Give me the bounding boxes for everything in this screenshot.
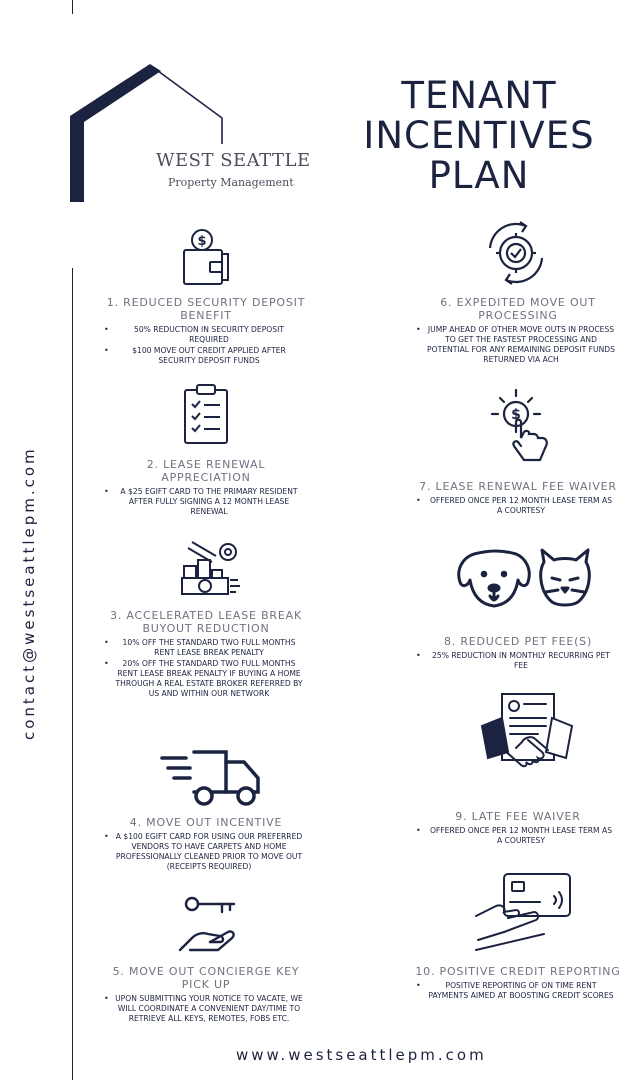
- incentive-bullet: • 20% OFF THE STANDARD TWO FULL MONTHS RENT LEASE BREAK PENALTY IF BUYING A HOME THROUGH A REAL ESTATE BROKER REFERRED BY US AND WITHIN OUR NETWORK: [101, 659, 311, 699]
- title-line-3: PLAN: [428, 154, 530, 197]
- incentive-bullet: • OFFERED ONCE PER 12 MONTH LEASE TERM AS A COURTESY: [413, 826, 623, 846]
- cash-speed-icon: [178, 540, 242, 598]
- incentive-10: [413, 965, 623, 1002]
- incentive-2: [101, 458, 311, 518]
- left-rule-line: [72, 268, 73, 1080]
- moving-truck-icon: [160, 748, 264, 808]
- svg-text:$: $: [197, 234, 207, 249]
- incentive-bullet: • A $25 EGIFT CARD TO THE PRIMARY RESIDENT AFTER FULLY SIGNING A 12 MONTH LEASE RENEWAL: [101, 487, 311, 517]
- incentive-bullet: • 10% OFF THE STANDARD TWO FULL MONTHS RENT LEASE BREAK PENALTY: [101, 638, 311, 658]
- incentive-9: [413, 810, 623, 847]
- title-line-2: INCENTIVES: [363, 114, 595, 157]
- incentive-3: [101, 609, 311, 700]
- incentive-title: 1. REDUCED SECURITY DEPOSIT BENEFIT: [106, 296, 306, 322]
- page-title: [348, 76, 610, 196]
- incentive-bullet: • UPON SUBMITTING YOUR NOTICE TO VACATE, WE WILL COORDINATE A CONVENIENT DAY/TIME TO RETRIEVE ALL KEYS, REMOTES, FOBS ETC.: [101, 994, 311, 1024]
- incentive-title: 5. MOVE OUT CONCIERGE KEY PICK UP: [112, 965, 300, 991]
- handshake-contract-icon: [480, 692, 574, 788]
- incentive-title: 7. LEASE RENEWAL FEE WAIVER: [419, 480, 617, 493]
- contact-email[interactable]: contact@westseattlepm.com: [20, 446, 38, 740]
- incentive-8: [413, 635, 623, 672]
- clipboard-checklist-icon: [182, 384, 230, 446]
- incentive-title: 2. LEASE RENEWAL APPRECIATION: [146, 458, 266, 484]
- incentive-title: 9. LATE FEE WAIVER: [455, 810, 581, 823]
- brand-subtitle: Property Management: [168, 176, 294, 189]
- website-link[interactable]: www.westseattlepm.com: [236, 1046, 487, 1064]
- incentive-bullet: • 25% REDUCTION IN MONTHLY RECURRING PET FEE: [413, 651, 623, 671]
- incentive-6: [413, 296, 623, 366]
- incentive-5: [101, 965, 311, 1025]
- title-line-1: TENANT: [401, 74, 557, 117]
- incentive-title: 6. EXPEDITED MOVE OUT PROCESSING: [440, 296, 596, 322]
- incentive-title: 10. POSITIVE CREDIT REPORTING: [415, 965, 621, 978]
- incentive-bullet: • OFFERED ONCE PER 12 MONTH LEASE TERM AS A COURTESY: [413, 496, 623, 516]
- incentive-title: 3. ACCELERATED LEASE BREAK BUYOUT REDUCTION: [110, 609, 302, 635]
- incentive-bullet: • $100 MOVE OUT CREDIT APPLIED AFTER SECURITY DEPOSIT FUNDS: [101, 346, 311, 366]
- top-divider-line: [72, 0, 73, 14]
- wallet-dollar-icon: [178, 226, 234, 290]
- tap-dollar-icon: [488, 388, 558, 464]
- incentive-1: [101, 296, 311, 367]
- gear-check-icon: [480, 218, 552, 288]
- incentive-title: 4. MOVE OUT INCENTIVE: [129, 816, 283, 829]
- incentive-7: [413, 480, 623, 517]
- brand-name: WEST SEATTLE: [156, 150, 311, 171]
- incentive-bullet: • JUMP AHEAD OF OTHER MOVE OUTS IN PROCESS TO GET THE FASTEST PROCESSING AND POTENTIAL FOR ANY REMAINING DEPOSIT FUNDS RETURNED VIA ACH: [413, 325, 623, 365]
- svg-text:$: $: [511, 407, 521, 423]
- key-hand-icon: [176, 892, 242, 956]
- incentive-bullet: • 50% REDUCTION IN SECURITY DEPOSIT REQUIRED: [101, 325, 311, 345]
- credit-card-hand-icon: [474, 870, 576, 956]
- incentive-title: 8. REDUCED PET FEE(S): [443, 635, 593, 648]
- incentive-bullet: • A $100 EGIFT CARD FOR USING OUR PREFERRED VENDORS TO HAVE CARPETS AND HOME PROFESSIONALLY CLEANED PRIOR TO MOVE OUT (RECEIPTS REQUIRED): [101, 832, 311, 872]
- dog-cat-icon: [454, 548, 592, 610]
- incentive-4: [101, 816, 311, 873]
- incentive-bullet: • POSITIVE REPORTING OF ON TIME RENT PAYMENTS AIMED AT BOOSTING CREDIT SCORES: [413, 981, 623, 1001]
